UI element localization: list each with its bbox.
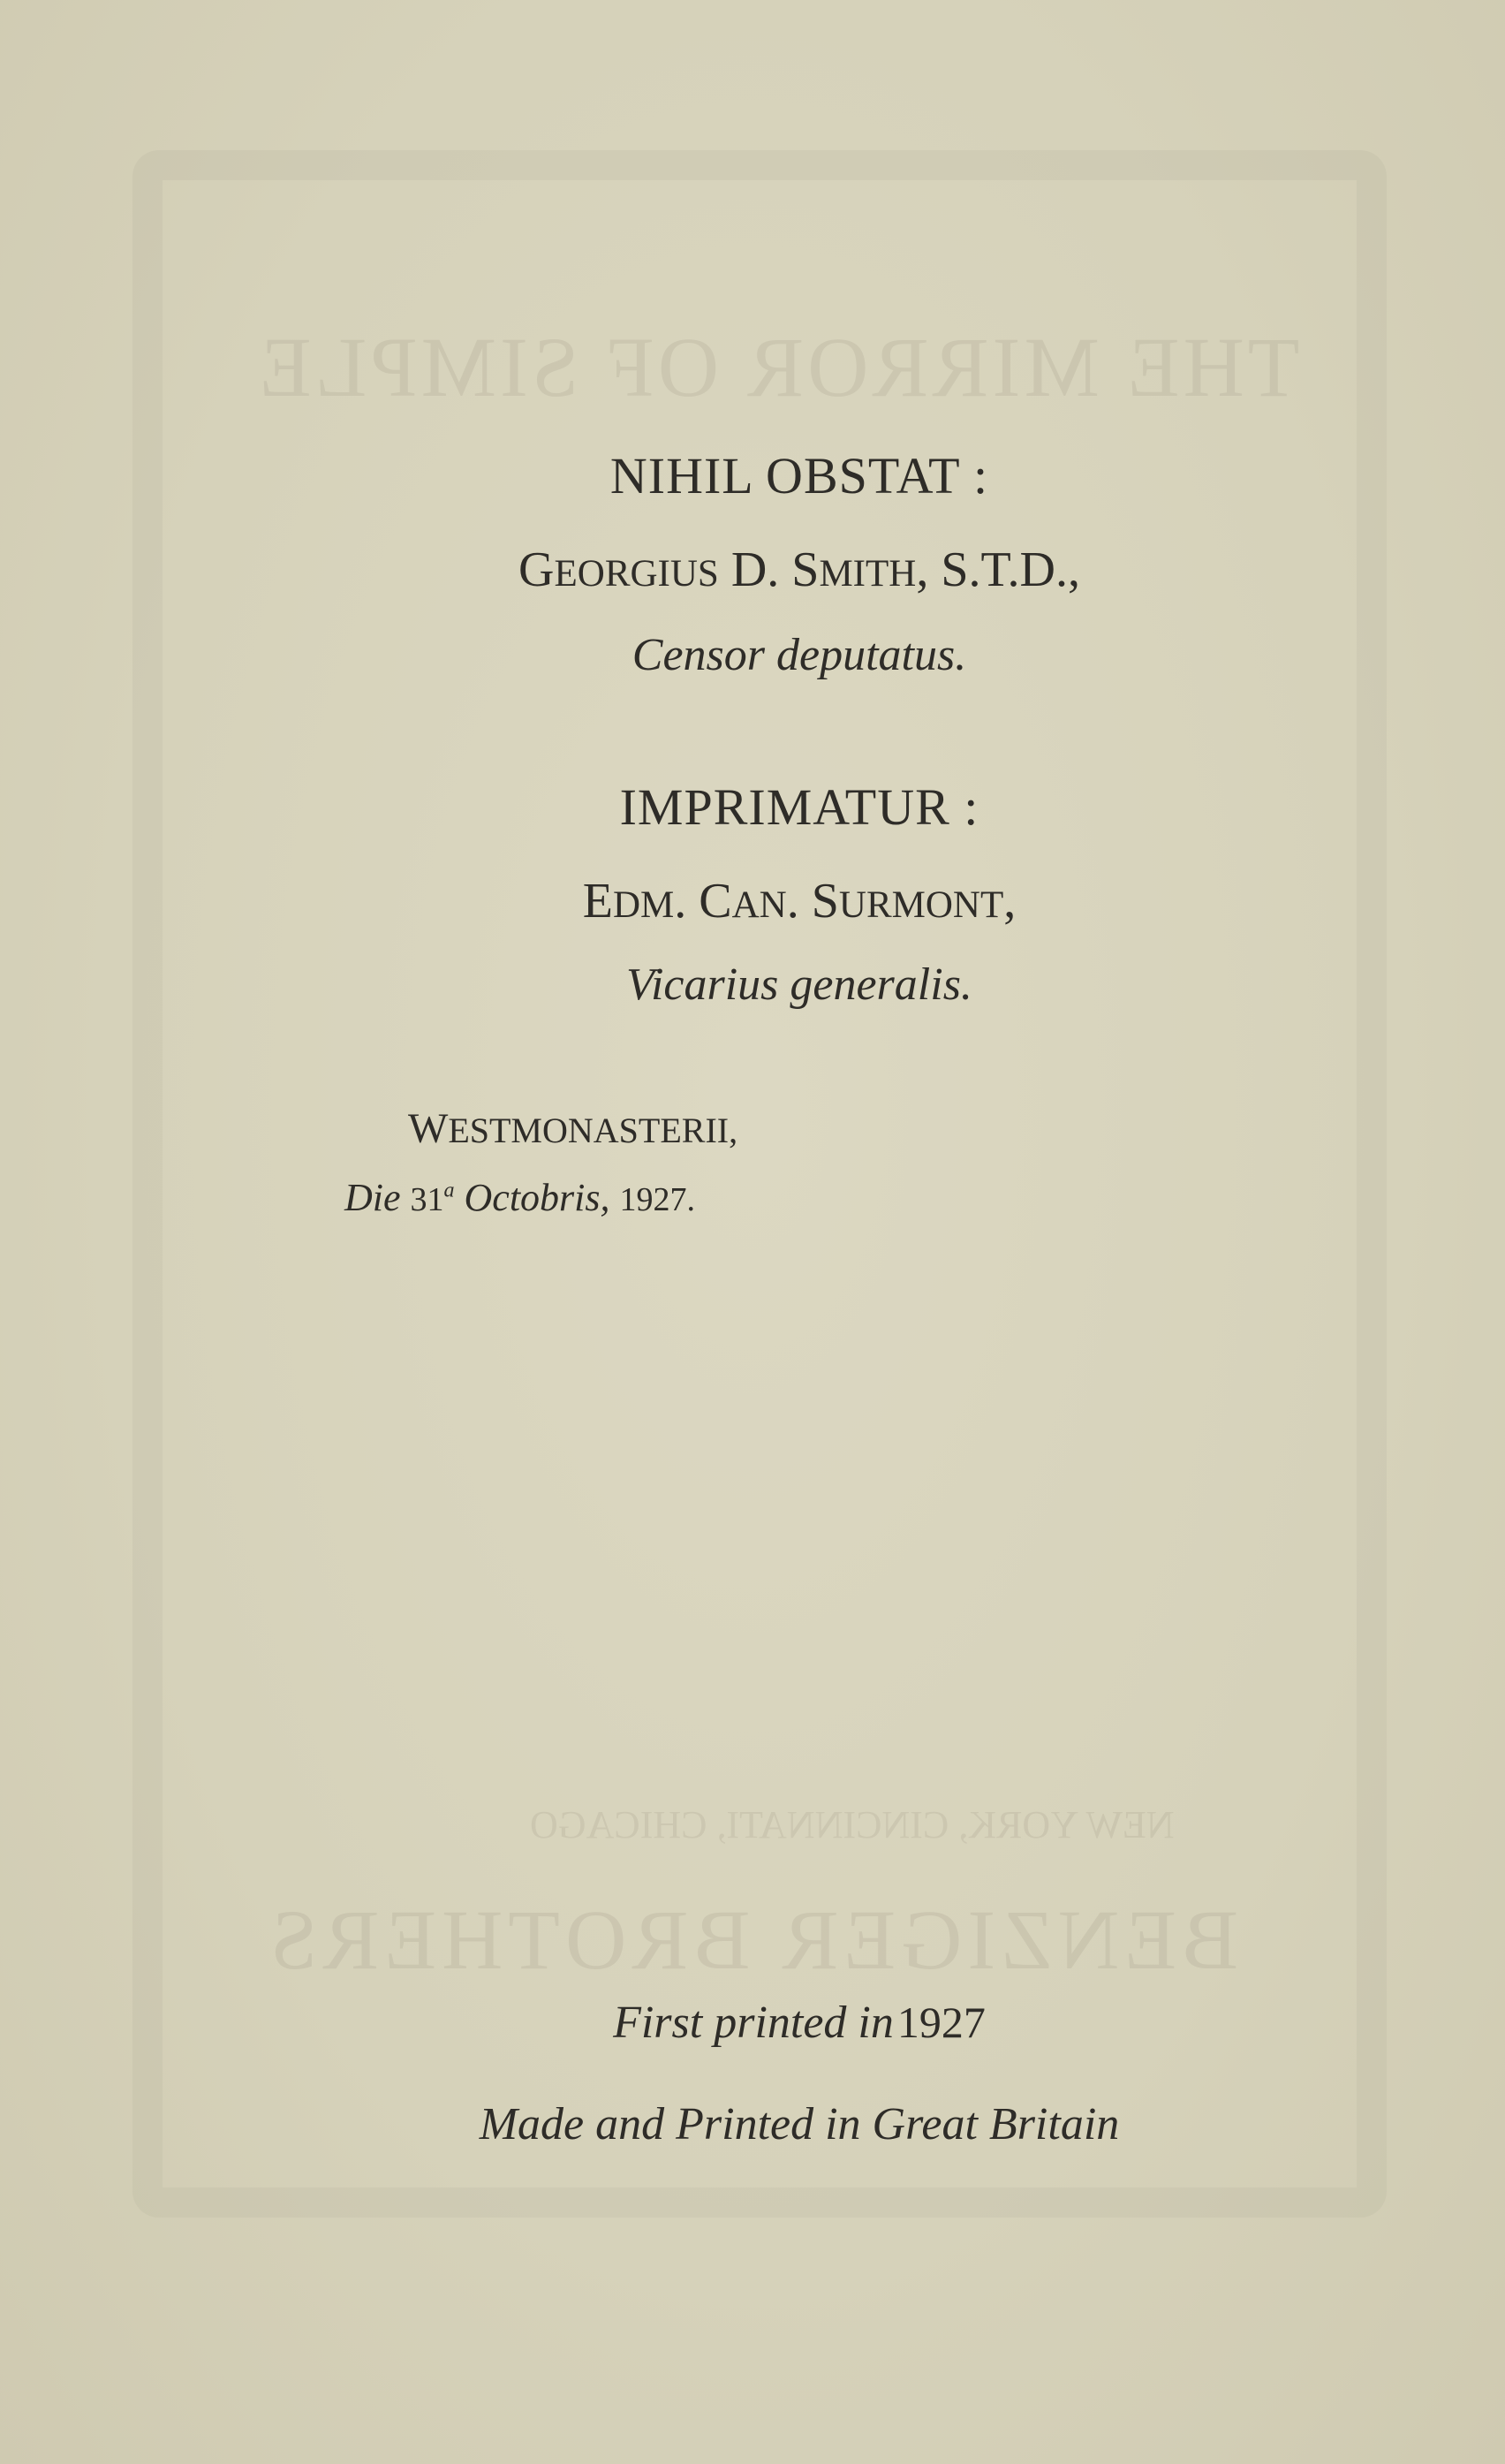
censor-role: Censor deputatus. — [631, 630, 967, 680]
vicar-name-part: URMONT — [838, 884, 1004, 926]
first-printed-line — [0, 1997, 1505, 2049]
vicar-role: Vicarius generalis. — [626, 959, 972, 1010]
vicar-name-suffix: , — [1003, 874, 1017, 929]
censor-name-suffix: , S.T.D., — [916, 542, 1080, 597]
vicar-name-initial: E — [582, 874, 613, 929]
first-printed-year: 1927 — [896, 1998, 986, 2047]
vicar-name — [0, 873, 1505, 929]
date-line — [344, 1175, 695, 1220]
show-through-publisher: BENZIGER BROTHERS — [265, 1892, 1239, 1987]
place-rest: ESTMONASTERII, — [448, 1111, 738, 1150]
first-printed-text: First printed in — [613, 1998, 894, 2048]
vicar-name-initial: . S — [786, 874, 839, 929]
date-year: 1927. — [619, 1181, 696, 1218]
made-in-line: Made and Printed in Great Britain — [479, 2099, 1120, 2149]
date-day-superscript: a — [443, 1179, 455, 1202]
censor-name-part: EORGIUS — [554, 553, 719, 595]
vicar-name-initial: . C — [674, 874, 732, 929]
show-through-title: THE MIRROR OF SIMPLE — [256, 320, 1300, 414]
nihil-obstat-heading: NIHIL OBSTAT : — [609, 447, 989, 504]
censor-name-part: MITH — [819, 553, 917, 595]
censor-name-initial: D. S — [718, 542, 820, 597]
place — [408, 1104, 737, 1153]
imprimatur-heading: IMPRIMATUR : — [619, 778, 979, 836]
date-die: Die — [344, 1176, 401, 1219]
censor-name — [0, 542, 1505, 598]
vicar-name-part: DM — [612, 884, 675, 926]
show-through-publisher-cities: NEW YORK, CINCINNATI, CHICAGO — [530, 1803, 1175, 1846]
place-initial: W — [408, 1105, 449, 1152]
censor-name-initial: G — [518, 542, 555, 597]
date-day: 31 — [410, 1181, 444, 1218]
vicar-name-part: AN — [731, 884, 787, 926]
date-month: Octobris, — [464, 1176, 610, 1219]
